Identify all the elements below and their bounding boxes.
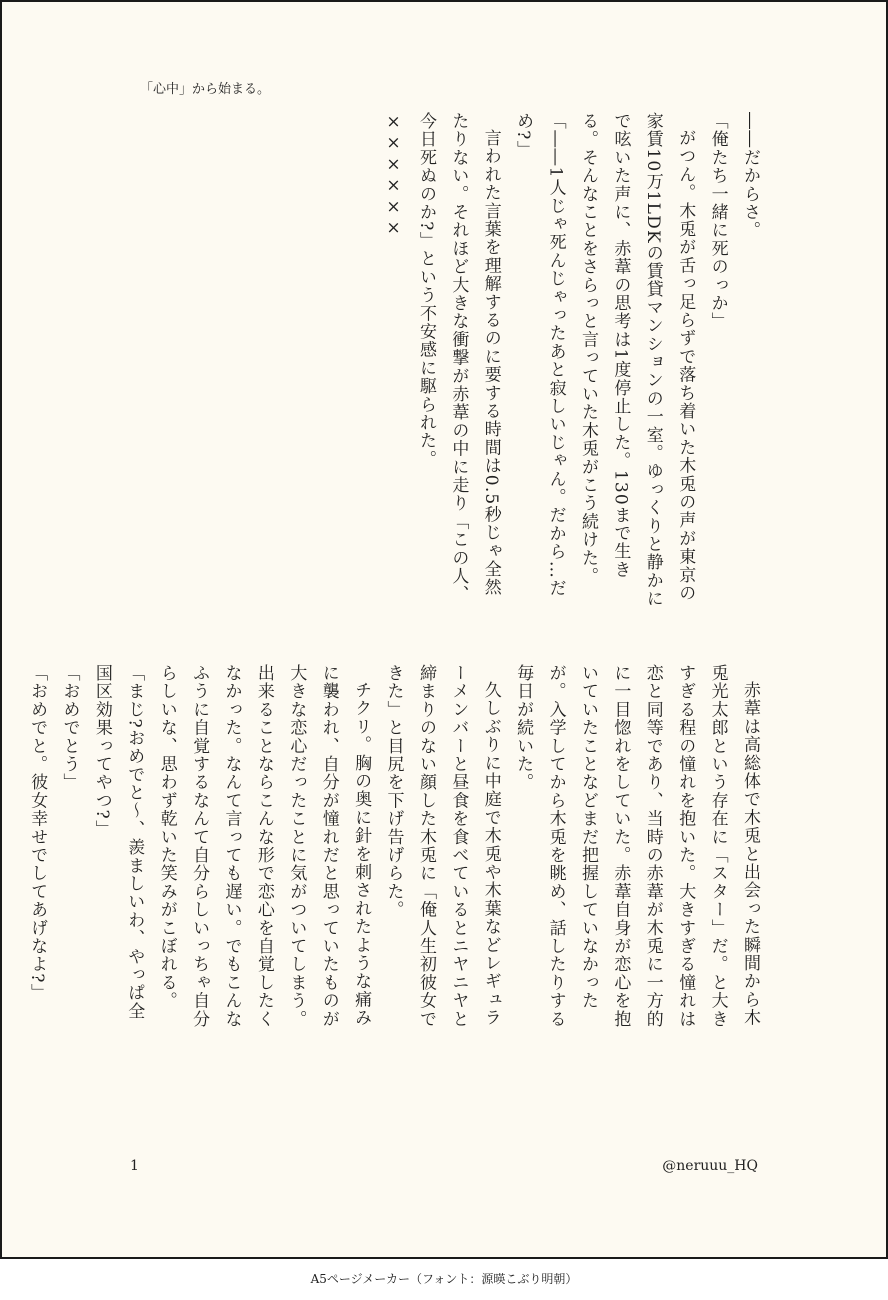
text-line: 「おめでと。彼女幸せでしてあげなよ?」 [27,664,48,1002]
text-line: 「おめでとう」 [59,664,80,792]
text-line: 「まじ?おめでと〜、羨ましいわ、やっぱ全国区効果ってやつ?」 [91,664,145,1021]
author-handle: @neruuu_HQ [662,1158,758,1174]
text-block-bottom [27,664,766,1029]
text-block-top [126,112,766,612]
text-line: 赤葦は高総体で木兎と出会った瞬間から木兎光太郎という存在に「スター」だ。と大きすぎる程の憧れを抱いた。大きすぎる憧れは恋と同等であり、当時の赤葦が木兎に一方的に一目惚れをしていた。赤葦自身が恋心を抱いていたことなどまだ把握していなかったが。入学してから木兎を眺め、話したりする毎日が続いた。 [513,664,760,1028]
chapter-title: 「心中」から始まる。 [140,82,271,97]
text-line: 久しぶりに中庭で木兎や木葉などレギュラーメンバーと昼食を食べているとニヤニヤと締まりのない顔した木兎に「俺人生初彼女できた」と目尻を下げ告げらた。 [383,664,501,1028]
text-line: チクリ。胸の奥に針を刺されたような痛みに襲われ、自分が憧れだと思っていたものが大きな恋心だったことに気がついてしまう。出来ることならこんな形で恋心を自覚したくなかった。なんて言っても遅い。でもこんなふうに自覚するなんて自分らしいっちゃ自分らしいな、思わず乾いた笑みがこぼれる。 [156,664,372,1028]
scene-break: ×××××× [383,112,404,240]
page-number: 1 [130,1158,139,1174]
text-line: 「――1人じゃ死んじゃったあと寂しいじゃん。だから…だめ?」 [513,112,566,598]
text-line: ――だからさ。 [740,112,760,240]
text-line: 「俺たち一緒に死のっか」 [707,112,728,331]
text-line: 言われた言葉を理解するのに要する時間は0.5秒じゃ全然たりない。それほど大きな衝撃が赤葦の中に走り「この人、今日死ぬのか?」という不安感に駆られた。 [415,112,501,604]
footer-caption: A5ページメーカー（フォント：源暎こぶり明朝） [310,1272,578,1286]
text-line: がつん。木兎が舌っ足らずで落ち着いた木兎の声が東京の家賃10万1LDKの賃貸マンションの一室。ゆっくりと静かにで呟いた声に、赤葦の思考は1度停止した。130まで生きる。そんなことをさらっと言っていた木兎がこう続けた。 [577,112,696,608]
